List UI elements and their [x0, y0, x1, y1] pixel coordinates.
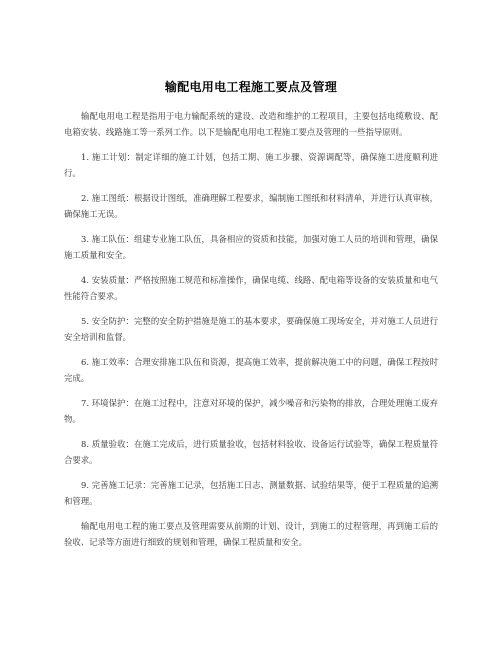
point-2: 2. 施工图纸：根据设计图纸，准确理解工程要求，编制施工图纸和材料清单，并进行认真审核，确保施工无误。	[64, 193, 438, 219]
point-6: 6. 施工效率：合理安排施工队伍和资源，提高施工效率，提前解决施工中的问题，确保工程按时完成。	[64, 357, 438, 383]
conclusion-paragraph: 输配电用电工程的施工要点及管理需要从前期的计划、设计，到施工的过程管理，再到施工后的验收、记录等方面进行细致的规划和管理，确保工程质量和安全。	[64, 521, 438, 547]
document-title: 输配电用电工程施工要点及管理	[164, 80, 338, 94]
point-9: 9. 完善施工记录：完善施工记录，包括施工日志、测量数据、试验结果等，便于工程质量的追溯和管理。	[64, 480, 438, 506]
point-5: 5. 安全防护：完整的安全防护措施是施工的基本要求，要确保施工现场安全，并对施工人员进行安全培训和监督。	[64, 316, 438, 342]
point-8: 8. 质量验收：在施工完成后，进行质量验收，包括材料验收、设备运行试验等，确保工程质量符合要求。	[64, 439, 438, 465]
point-7: 7. 环境保护：在施工过程中，注意对环境的保护，减少噪音和污染物的排放，合理处理施工废弃物。	[64, 398, 438, 424]
point-4: 4. 安装质量：严格按照施工规范和标准操作，确保电缆、线路、配电箱等设备的安装质量和电气性能符合要求。	[64, 275, 438, 301]
intro-paragraph: 输配电用电工程是指用于电力输配系统的建设、改造和维护的工程项目，主要包括电缆敷设、配电箱安装、线路施工等一系列工作。以下是输配电用电工程施工要点及管理的一些指导原则。	[64, 111, 438, 137]
point-1: 1. 施工计划：制定详细的施工计划，包括工期、施工步骤、资源调配等，确保施工进度顺利进行。	[64, 152, 438, 178]
point-3: 3. 施工队伍：组建专业施工队伍，具备相应的资质和技能，加强对施工人员的培训和管理，确保施工质量和安全。	[64, 234, 438, 260]
